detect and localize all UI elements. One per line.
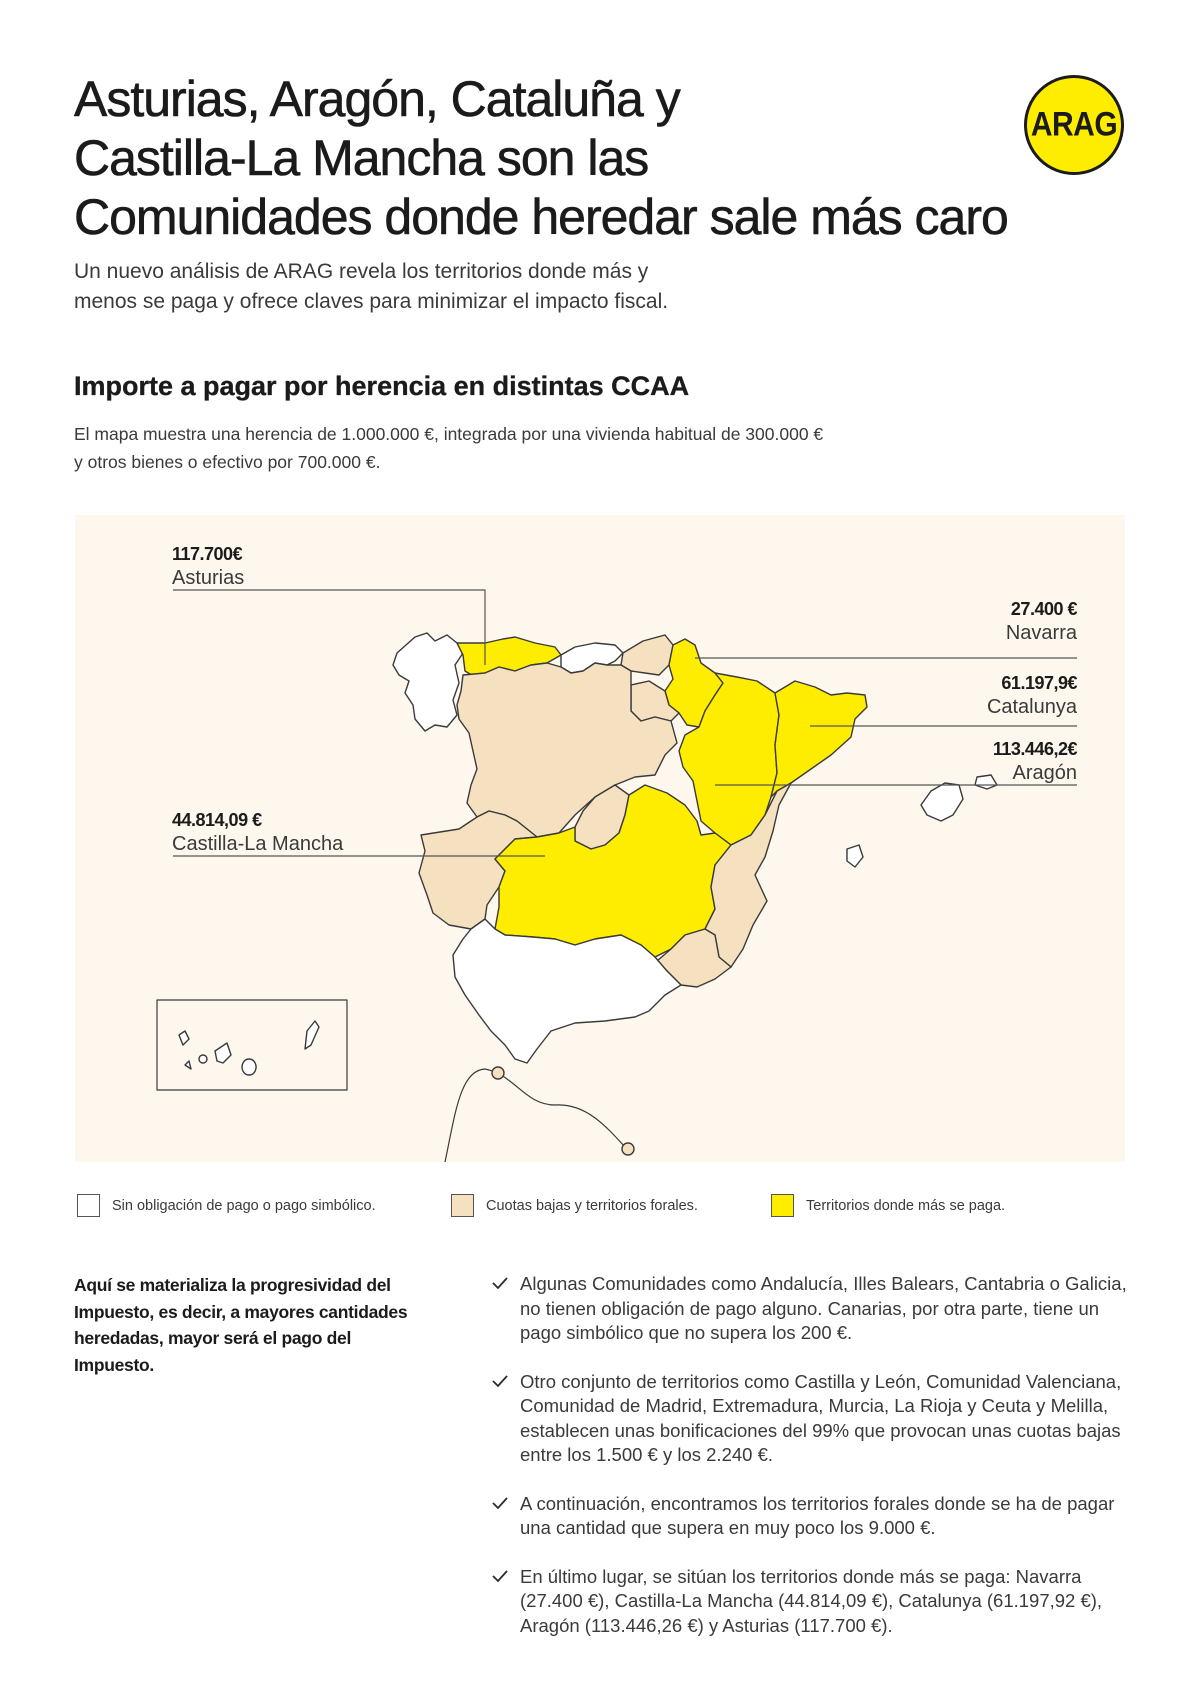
callout-amount: 113.446,2€ (992, 739, 1077, 759)
map-legend (75, 1194, 1125, 1224)
callout-aragon (993, 737, 1077, 785)
arag-logo (1024, 75, 1124, 175)
section-title: Importe a pagar por herencia en distintas CCAA (74, 371, 690, 401)
section-description (74, 420, 974, 476)
list-item (490, 1272, 1130, 1346)
callout-amount: 27.400 € (1010, 599, 1077, 619)
region-baleares-mallorca (921, 783, 963, 821)
decorative-dot (622, 1143, 634, 1155)
region-baleares-ibiza (847, 845, 863, 867)
callout-amount: 44.814,09 € (172, 810, 262, 830)
subtitle-line: Un nuevo análisis de ARAG revela los territorios donde más y (74, 260, 649, 283)
list-item (490, 1370, 1130, 1468)
callout-region: Navarra (1005, 622, 1077, 644)
list-item-text: A continuación, encontramos los territorios forales donde se ha de pagar una cantidad que supera en muy poco los 9.000 €. (520, 1492, 1115, 1538)
legend-swatch-white (77, 1194, 100, 1217)
check-icon (490, 1493, 510, 1513)
decorative-curve (445, 1069, 625, 1162)
title-line: Castilla-La Mancha son las (74, 130, 649, 186)
spain-map (75, 515, 1125, 1162)
region-galicia (393, 633, 463, 731)
title-line: Comunidades donde heredar sale más caro (74, 189, 1008, 245)
legend-item-low (451, 1194, 698, 1217)
legend-swatch-yellow (771, 1194, 794, 1217)
region-canarias-island (179, 1031, 189, 1045)
callout-catalunya (987, 671, 1077, 719)
legend-item-high (771, 1194, 1005, 1217)
check-icon (490, 1566, 510, 1586)
subtitle-line: menos se paga y ofrece claves para minimizar el impacto fiscal. (74, 290, 669, 313)
region-canarias-island (215, 1043, 231, 1063)
region-cataluna (771, 681, 867, 797)
list-item (490, 1492, 1130, 1541)
title-line: Asturias, Aragón, Cataluña y (74, 71, 680, 127)
legend-label: Territorios donde más se paga. (806, 1197, 1006, 1214)
subtitle (74, 257, 774, 317)
callout-amount: 117.700€ (172, 544, 243, 564)
region-canarias-island (185, 1061, 191, 1069)
description-line: El mapa muestra una herencia de 1.000.000 €, integrada por una vivienda habitual de 300.000 € (74, 424, 824, 444)
list-item (490, 1565, 1130, 1639)
description-line: y otros bienes o efectivo por 700.000 €. (74, 452, 381, 472)
list-item-text: En último lugar, se sitúan los territorios donde más se paga: Navarra (27.400 €), Castilla-La Mancha (44.814,09 €), Catalunya (61.197,92 €), Aragón (113.446,26 €) y Asturias (117.700 €). (520, 1565, 1103, 1636)
region-canarias-island (242, 1059, 256, 1075)
progressivity-note: Aquí se materializa la progresividad del Impuesto, es decir, a mayores cantidades heredadas, mayor será el pago del Impuesto. (74, 1275, 408, 1375)
callout-region: Asturias (172, 567, 245, 589)
legend-label: Sin obligación de pago o pago simbólico. (112, 1197, 376, 1214)
page-title (74, 70, 1034, 247)
canarias-inset-frame (157, 1000, 347, 1090)
callout-region: Catalunya (986, 696, 1077, 718)
callout-region: Aragón (1012, 762, 1077, 784)
decorative-dot (492, 1067, 504, 1079)
legend-swatch-beige (451, 1194, 474, 1217)
callout-region: Castilla-La Mancha (172, 833, 344, 855)
list-item-text: Otro conjunto de territorios como Castilla y León, Comunidad Valenciana, Comunidad de Madrid, Extremadura, Murcia, La Rioja y Ceuta y Melilla, establecen unas bonificaciones del 99% que provocan unas cuotas bajas entre los 1.500 € y los 2.240 €. (520, 1370, 1122, 1465)
callout-navarra (1006, 597, 1077, 645)
check-icon (490, 1371, 510, 1391)
check-icon (490, 1273, 510, 1293)
logo-text: ARAG (1030, 105, 1118, 144)
region-canarias-island (305, 1021, 319, 1049)
legend-label: Cuotas bajas y territorios forales. (486, 1197, 698, 1214)
callout-castilla-la-mancha (172, 808, 343, 856)
legend-item-none (77, 1194, 376, 1217)
callout-amount: 61.197,9€ (1001, 673, 1077, 693)
callout-asturias (172, 542, 244, 590)
findings-list (490, 1272, 1130, 1662)
list-item-text: Algunas Comunidades como Andalucía, Illes Balears, Cantabria o Galicia, no tienen obligación de pago alguno. Canarias, por otra parte, tiene un pago simbólico que no supera los 200 €. (520, 1273, 1127, 1343)
region-canarias-island (199, 1055, 207, 1063)
